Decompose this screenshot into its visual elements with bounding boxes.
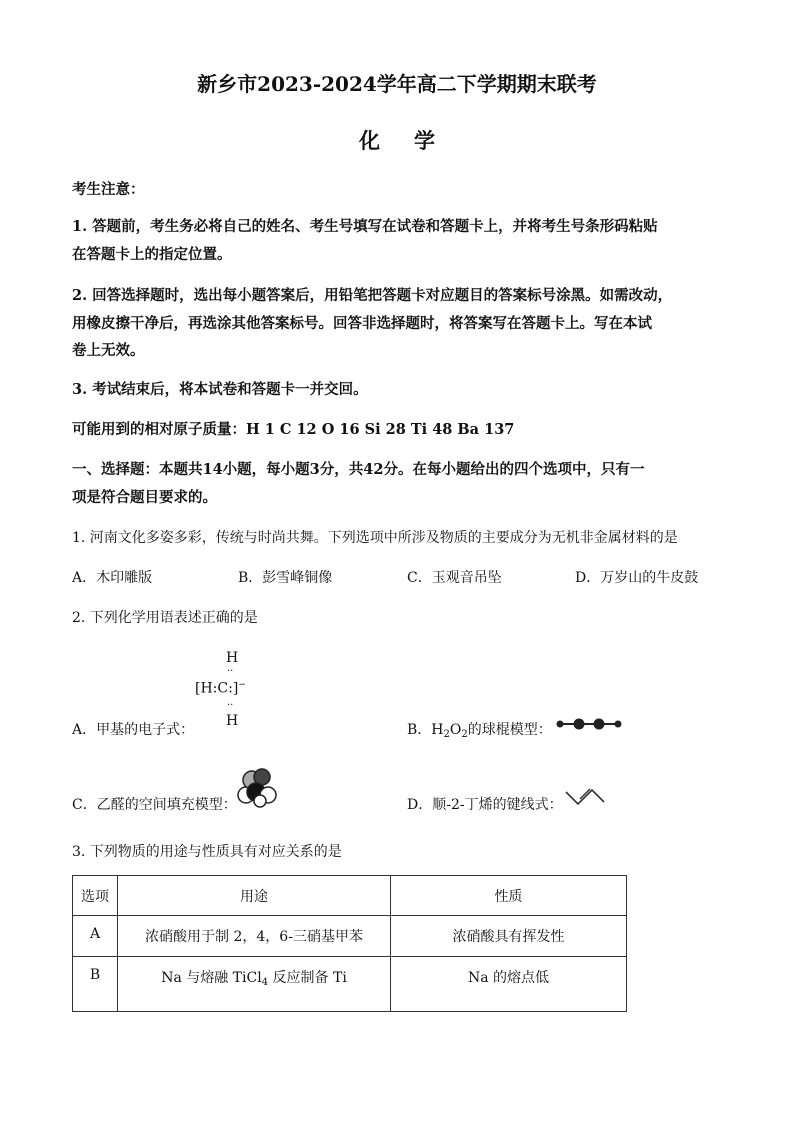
methyl-charge: − xyxy=(238,680,246,690)
q1-option-c: C．玉观音吊坠 xyxy=(407,570,502,586)
notice-item-1-line-2: 在答题卡上的指定位置。 xyxy=(72,246,232,263)
acetaldehyde-space-filling-model xyxy=(232,768,280,808)
q2-option-c: C．乙醛的空间填充模型： xyxy=(72,797,237,813)
q3-table xyxy=(72,875,627,1012)
notice-item-2-line-1: 2. 回答选择题时，选出每小题答案后，用铅笔把答题卡对应题目的答案标号涂黑。如需改动， xyxy=(72,287,673,304)
q1-option-a: A．木印雕版 xyxy=(72,570,153,586)
row-a-property: 浓硝酸具有挥发性 xyxy=(391,916,627,957)
acetaldehyde-h-bottom xyxy=(254,795,266,807)
q1-option-d: D．万岁山的牛皮鼓 xyxy=(575,570,699,586)
h2o2-atom-h2 xyxy=(615,721,622,728)
h2o2-atom-h1 xyxy=(557,721,564,728)
row-a-key: A xyxy=(73,916,118,957)
row-a-use: 浓硝酸用于制 2，4，6-三硝基甲苯 xyxy=(118,916,391,957)
methyl-h-top: H xyxy=(226,650,239,666)
table-header-row xyxy=(73,876,627,916)
methyl-h-bottom: H xyxy=(226,713,239,729)
row-b-use-sub: 4 xyxy=(261,977,269,988)
q1-stem: 1. 河南文化多姿多彩，传统与时尚共舞。下列选项中所涉及物质的主要成分为无机非金属材料的是 xyxy=(72,530,678,546)
atomic-masses: 可能用到的相对原子质量：H 1 C 12 O 16 Si 28 Ti 48 Ba 137 xyxy=(72,421,515,438)
q2-stem: 2. 下列化学用语表述正确的是 xyxy=(72,610,258,626)
h2o2-atom-o1 xyxy=(574,719,585,730)
q2-option-b-prefix: B． xyxy=(407,722,432,738)
notice-heading: 考生注意： xyxy=(72,181,145,198)
notice-item-1-line-1: 1. 答题前，考生务必将自己的姓名、考生号填写在试卷和答题卡上，并将考生号条形码粘贴 xyxy=(72,218,658,235)
q1-option-b: B．彭雪峰铜像 xyxy=(238,570,333,586)
q2-option-b-suffix: 的球棍模型： xyxy=(467,722,552,738)
methyl-center: H:C: xyxy=(200,680,233,697)
cis-2-butene-skeletal-formula xyxy=(564,784,608,808)
q2-option-a: A．甲基的电子式： xyxy=(72,722,195,738)
notice-item-2-line-2: 用橡皮擦干净后，再选涂其他答案标号。回答非选择题时，将答案写在答题卡上。写在本试 xyxy=(72,315,652,332)
h2o2-sub-1: 2 xyxy=(443,729,450,740)
methyl-dots-bottom: ·· xyxy=(227,700,234,711)
q3-stem: 3. 下列物质的用途与性质具有对应关系的是 xyxy=(72,844,342,860)
section-heading-line-2: 项是符合题目要求的。 xyxy=(72,489,217,506)
table-header-use: 用途 xyxy=(118,876,391,916)
notice-item-2-line-3: 卷上无效。 xyxy=(72,342,145,359)
table-header-property: 性质 xyxy=(391,876,627,916)
h2o2-formula xyxy=(431,722,467,738)
h2o2-ball-stick-model xyxy=(555,715,623,733)
h2o2-o: O xyxy=(449,722,462,738)
butene-chain xyxy=(566,790,604,804)
methyl-dots-top: ·· xyxy=(227,666,234,677)
exam-title: 新乡市2023-2024学年高二下学期期末联考 xyxy=(197,72,597,96)
notice-item-3: 3. 考试结束后，将本试卷和答题卡一并交回。 xyxy=(72,381,368,398)
row-b-use-text: Na 与熔融 TiCl xyxy=(161,970,262,986)
methyl-bracket-right: ] xyxy=(232,680,239,697)
row-b-key: B xyxy=(73,957,118,1012)
methyl-electron-formula xyxy=(195,680,246,697)
methyl-bracket-left: [ xyxy=(195,680,201,697)
row-b-property: Na 的熔点低 xyxy=(391,957,627,1012)
h2o2-sub-2: 2 xyxy=(461,729,468,740)
row-b-use-text-end: 反应制备 Ti xyxy=(268,970,347,986)
q2-option-b xyxy=(407,719,552,740)
h2o2-h: H xyxy=(431,722,444,738)
table-row xyxy=(73,957,627,1012)
section-heading-line-1: 一、选择题：本题共14小题，每小题3分，共42分。在每小题给出的四个选项中，只有一 xyxy=(72,461,645,478)
row-b-use xyxy=(118,957,391,1012)
table-row xyxy=(73,916,627,957)
q2-option-d: D．顺-2-丁烯的键线式： xyxy=(407,797,563,813)
subject-title: 化学 xyxy=(359,128,469,153)
table-header-option: 选项 xyxy=(73,876,118,916)
h2o2-atom-o2 xyxy=(594,719,605,730)
